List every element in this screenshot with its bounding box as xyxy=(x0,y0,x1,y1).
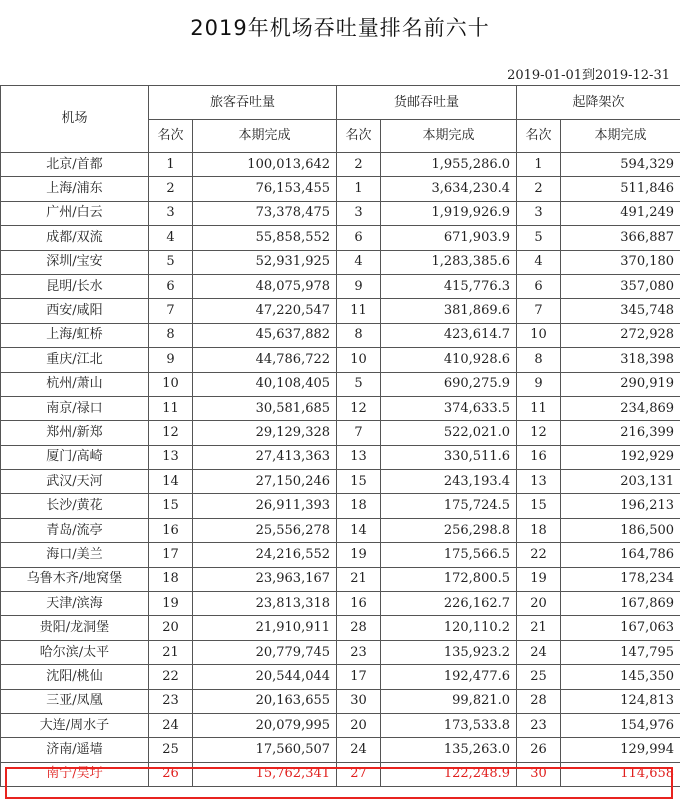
flights-value-cell: 178,234 xyxy=(561,567,680,591)
passenger-value-cell: 73,378,475 xyxy=(193,201,337,225)
table-row xyxy=(1,299,680,323)
airport-cell: 深圳/宝安 xyxy=(1,250,149,274)
cargo-rank-cell: 18 xyxy=(337,494,381,518)
header-flights-value: 本期完成 xyxy=(561,120,680,153)
flights-value-cell: 196,213 xyxy=(561,494,680,518)
cargo-rank-cell: 16 xyxy=(337,592,381,616)
cargo-value-cell: 120,110.2 xyxy=(381,616,517,640)
passenger-value-cell: 30,581,685 xyxy=(193,396,337,420)
cargo-rank-cell: 21 xyxy=(337,567,381,591)
cargo-rank-cell: 3 xyxy=(337,201,381,225)
cargo-rank-cell: 30 xyxy=(337,689,381,713)
passenger-rank-cell: 11 xyxy=(149,396,193,420)
cargo-rank-cell: 23 xyxy=(337,640,381,664)
passenger-value-cell: 20,079,995 xyxy=(193,713,337,737)
passenger-rank-cell: 22 xyxy=(149,665,193,689)
cargo-rank-cell: 10 xyxy=(337,348,381,372)
passenger-value-cell: 100,013,642 xyxy=(193,153,337,177)
flights-rank-cell: 12 xyxy=(517,421,561,445)
table-row xyxy=(1,713,680,737)
cargo-value-cell: 330,511.6 xyxy=(381,445,517,469)
cargo-rank-cell: 19 xyxy=(337,543,381,567)
flights-value-cell: 167,869 xyxy=(561,592,680,616)
passenger-rank-cell: 18 xyxy=(149,567,193,591)
flights-rank-cell: 22 xyxy=(517,543,561,567)
passenger-rank-cell: 6 xyxy=(149,274,193,298)
table-row xyxy=(1,640,680,664)
cargo-rank-cell: 20 xyxy=(337,713,381,737)
flights-value-cell: 145,350 xyxy=(561,665,680,689)
table-row xyxy=(1,445,680,469)
cargo-value-cell: 99,821.0 xyxy=(381,689,517,713)
passenger-rank-cell: 1 xyxy=(149,153,193,177)
table-row xyxy=(1,518,680,542)
cargo-rank-cell: 8 xyxy=(337,323,381,347)
flights-rank-cell: 28 xyxy=(517,689,561,713)
airport-cell: 大连/周水子 xyxy=(1,713,149,737)
cargo-rank-cell: 1 xyxy=(337,177,381,201)
flights-value-cell: 345,748 xyxy=(561,299,680,323)
cargo-value-cell: 256,298.8 xyxy=(381,518,517,542)
passenger-rank-cell: 13 xyxy=(149,445,193,469)
passenger-value-cell: 24,216,552 xyxy=(193,543,337,567)
flights-rank-cell: 21 xyxy=(517,616,561,640)
passenger-value-cell: 23,963,167 xyxy=(193,567,337,591)
airport-cell: 青岛/流亭 xyxy=(1,518,149,542)
header-cargo-rank: 名次 xyxy=(337,120,381,153)
cargo-value-cell: 135,923.2 xyxy=(381,640,517,664)
cargo-rank-cell: 9 xyxy=(337,274,381,298)
cargo-rank-cell: 27 xyxy=(337,762,381,786)
airport-cell: 沈阳/桃仙 xyxy=(1,665,149,689)
passenger-rank-cell: 3 xyxy=(149,201,193,225)
header-passenger-value: 本期完成 xyxy=(193,120,337,153)
airport-cell: 南京/禄口 xyxy=(1,396,149,420)
table-row xyxy=(1,226,680,250)
cargo-rank-cell: 7 xyxy=(337,421,381,445)
table-row xyxy=(1,372,680,396)
flights-rank-cell: 23 xyxy=(517,713,561,737)
cargo-value-cell: 415,776.3 xyxy=(381,274,517,298)
airport-cell: 重庆/江北 xyxy=(1,348,149,372)
table-row xyxy=(1,274,680,298)
airport-cell: 贵阳/龙洞堡 xyxy=(1,616,149,640)
passenger-value-cell: 27,413,363 xyxy=(193,445,337,469)
passenger-value-cell: 48,075,978 xyxy=(193,274,337,298)
passenger-rank-cell: 4 xyxy=(149,226,193,250)
flights-rank-cell: 8 xyxy=(517,348,561,372)
passenger-rank-cell: 17 xyxy=(149,543,193,567)
airport-cell: 南宁/吴圩 xyxy=(1,762,149,786)
flights-value-cell: 357,080 xyxy=(561,274,680,298)
passenger-rank-cell: 12 xyxy=(149,421,193,445)
cargo-value-cell: 1,283,385.6 xyxy=(381,250,517,274)
passenger-value-cell: 76,153,455 xyxy=(193,177,337,201)
cargo-rank-cell: 4 xyxy=(337,250,381,274)
flights-value-cell: 186,500 xyxy=(561,518,680,542)
flights-value-cell: 192,929 xyxy=(561,445,680,469)
flights-value-cell: 124,813 xyxy=(561,689,680,713)
date-range: 2019-01-01到2019-12-31 xyxy=(507,68,670,83)
flights-rank-cell: 30 xyxy=(517,762,561,786)
passenger-value-cell: 17,560,507 xyxy=(193,738,337,762)
flights-value-cell: 167,063 xyxy=(561,616,680,640)
flights-value-cell: 318,398 xyxy=(561,348,680,372)
cargo-value-cell: 3,634,230.4 xyxy=(381,177,517,201)
flights-value-cell: 491,249 xyxy=(561,201,680,225)
table-row xyxy=(1,323,680,347)
header-flights: 起降架次 xyxy=(517,86,680,120)
cargo-value-cell: 690,275.9 xyxy=(381,372,517,396)
airport-cell: 上海/浦东 xyxy=(1,177,149,201)
table-row xyxy=(1,470,680,494)
table-row xyxy=(1,567,680,591)
flights-value-cell: 370,180 xyxy=(561,250,680,274)
flights-value-cell: 216,399 xyxy=(561,421,680,445)
cargo-rank-cell: 28 xyxy=(337,616,381,640)
passenger-rank-cell: 7 xyxy=(149,299,193,323)
cargo-value-cell: 1,919,926.9 xyxy=(381,201,517,225)
flights-value-cell: 272,928 xyxy=(561,323,680,347)
flights-rank-cell: 5 xyxy=(517,226,561,250)
flights-value-cell: 164,786 xyxy=(561,543,680,567)
cargo-value-cell: 175,724.5 xyxy=(381,494,517,518)
table-row xyxy=(1,348,680,372)
passenger-value-cell: 45,637,882 xyxy=(193,323,337,347)
cargo-rank-cell: 13 xyxy=(337,445,381,469)
airport-cell: 昆明/长水 xyxy=(1,274,149,298)
passenger-value-cell: 55,858,552 xyxy=(193,226,337,250)
cargo-value-cell: 522,021.0 xyxy=(381,421,517,445)
airport-cell: 上海/虹桥 xyxy=(1,323,149,347)
passenger-rank-cell: 10 xyxy=(149,372,193,396)
table-row xyxy=(1,543,680,567)
cargo-rank-cell: 14 xyxy=(337,518,381,542)
passenger-rank-cell: 15 xyxy=(149,494,193,518)
cargo-value-cell: 135,263.0 xyxy=(381,738,517,762)
flights-rank-cell: 3 xyxy=(517,201,561,225)
flights-value-cell: 154,976 xyxy=(561,713,680,737)
cargo-value-cell: 173,533.8 xyxy=(381,713,517,737)
airport-cell: 成都/双流 xyxy=(1,226,149,250)
header-airport: 机场 xyxy=(1,86,149,153)
flights-rank-cell: 10 xyxy=(517,323,561,347)
flights-rank-cell: 18 xyxy=(517,518,561,542)
cargo-rank-cell: 12 xyxy=(337,396,381,420)
header-cargo: 货邮吞吐量 xyxy=(337,86,517,120)
flights-rank-cell: 25 xyxy=(517,665,561,689)
table-row xyxy=(1,494,680,518)
flights-rank-cell: 13 xyxy=(517,470,561,494)
cargo-rank-cell: 24 xyxy=(337,738,381,762)
passenger-rank-cell: 21 xyxy=(149,640,193,664)
passenger-rank-cell: 20 xyxy=(149,616,193,640)
passenger-value-cell: 21,910,911 xyxy=(193,616,337,640)
table-row xyxy=(1,762,680,786)
cargo-value-cell: 381,869.6 xyxy=(381,299,517,323)
passenger-rank-cell: 8 xyxy=(149,323,193,347)
flights-rank-cell: 16 xyxy=(517,445,561,469)
cargo-value-cell: 423,614.7 xyxy=(381,323,517,347)
flights-value-cell: 129,994 xyxy=(561,738,680,762)
flights-rank-cell: 1 xyxy=(517,153,561,177)
cargo-rank-cell: 6 xyxy=(337,226,381,250)
airport-cell: 济南/遥墙 xyxy=(1,738,149,762)
header-cargo-value: 本期完成 xyxy=(381,120,517,153)
flights-rank-cell: 15 xyxy=(517,494,561,518)
table-row xyxy=(1,616,680,640)
header-passenger: 旅客吞吐量 xyxy=(149,86,337,120)
flights-rank-cell: 20 xyxy=(517,592,561,616)
flights-value-cell: 366,887 xyxy=(561,226,680,250)
flights-value-cell: 203,131 xyxy=(561,470,680,494)
flights-rank-cell: 24 xyxy=(517,640,561,664)
table-row xyxy=(1,665,680,689)
table-row xyxy=(1,421,680,445)
passenger-value-cell: 23,813,318 xyxy=(193,592,337,616)
cargo-value-cell: 122,248.9 xyxy=(381,762,517,786)
passenger-value-cell: 20,544,044 xyxy=(193,665,337,689)
flights-rank-cell: 7 xyxy=(517,299,561,323)
airport-cell: 北京/首都 xyxy=(1,153,149,177)
flights-rank-cell: 9 xyxy=(517,372,561,396)
table-row xyxy=(1,153,680,177)
flights-value-cell: 114,658 xyxy=(561,762,680,786)
passenger-rank-cell: 25 xyxy=(149,738,193,762)
table-row xyxy=(1,689,680,713)
cargo-value-cell: 671,903.9 xyxy=(381,226,517,250)
airport-cell: 西安/咸阳 xyxy=(1,299,149,323)
airport-cell: 哈尔滨/太平 xyxy=(1,640,149,664)
passenger-value-cell: 44,786,722 xyxy=(193,348,337,372)
passenger-rank-cell: 26 xyxy=(149,762,193,786)
cargo-rank-cell: 11 xyxy=(337,299,381,323)
passenger-rank-cell: 24 xyxy=(149,713,193,737)
flights-rank-cell: 2 xyxy=(517,177,561,201)
passenger-rank-cell: 19 xyxy=(149,592,193,616)
table-row xyxy=(1,738,680,762)
table-row xyxy=(1,396,680,420)
passenger-value-cell: 15,762,341 xyxy=(193,762,337,786)
cargo-rank-cell: 17 xyxy=(337,665,381,689)
passenger-value-cell: 47,220,547 xyxy=(193,299,337,323)
cargo-rank-cell: 2 xyxy=(337,153,381,177)
passenger-rank-cell: 16 xyxy=(149,518,193,542)
cargo-value-cell: 374,633.5 xyxy=(381,396,517,420)
table-row xyxy=(1,177,680,201)
passenger-value-cell: 29,129,328 xyxy=(193,421,337,445)
passenger-value-cell: 25,556,278 xyxy=(193,518,337,542)
flights-value-cell: 147,795 xyxy=(561,640,680,664)
airport-cell: 天津/滨海 xyxy=(1,592,149,616)
flights-rank-cell: 4 xyxy=(517,250,561,274)
passenger-rank-cell: 5 xyxy=(149,250,193,274)
airport-cell: 乌鲁木齐/地窝堡 xyxy=(1,567,149,591)
cargo-value-cell: 226,162.7 xyxy=(381,592,517,616)
airport-cell: 郑州/新郑 xyxy=(1,421,149,445)
passenger-value-cell: 40,108,405 xyxy=(193,372,337,396)
page-title: 2019年机场吞吐量排名前六十 xyxy=(190,16,490,40)
passenger-value-cell: 27,150,246 xyxy=(193,470,337,494)
cargo-value-cell: 172,800.5 xyxy=(381,567,517,591)
passenger-rank-cell: 9 xyxy=(149,348,193,372)
header-flights-rank: 名次 xyxy=(517,120,561,153)
cargo-rank-cell: 5 xyxy=(337,372,381,396)
cargo-rank-cell: 15 xyxy=(337,470,381,494)
passenger-value-cell: 26,911,393 xyxy=(193,494,337,518)
cargo-value-cell: 175,566.5 xyxy=(381,543,517,567)
table-row xyxy=(1,201,680,225)
cargo-value-cell: 1,955,286.0 xyxy=(381,153,517,177)
flights-value-cell: 234,869 xyxy=(561,396,680,420)
flights-value-cell: 511,846 xyxy=(561,177,680,201)
header-passenger-rank: 名次 xyxy=(149,120,193,153)
airport-cell: 三亚/凤凰 xyxy=(1,689,149,713)
flights-rank-cell: 11 xyxy=(517,396,561,420)
passenger-rank-cell: 2 xyxy=(149,177,193,201)
passenger-value-cell: 52,931,925 xyxy=(193,250,337,274)
cargo-value-cell: 192,477.6 xyxy=(381,665,517,689)
table-row xyxy=(1,250,680,274)
flights-value-cell: 594,329 xyxy=(561,153,680,177)
ranking-table xyxy=(0,85,680,787)
flights-value-cell: 290,919 xyxy=(561,372,680,396)
flights-rank-cell: 6 xyxy=(517,274,561,298)
airport-cell: 武汉/天河 xyxy=(1,470,149,494)
flights-rank-cell: 26 xyxy=(517,738,561,762)
flights-rank-cell: 19 xyxy=(517,567,561,591)
airport-cell: 广州/白云 xyxy=(1,201,149,225)
passenger-value-cell: 20,779,745 xyxy=(193,640,337,664)
table-row xyxy=(1,592,680,616)
passenger-rank-cell: 23 xyxy=(149,689,193,713)
cargo-value-cell: 243,193.4 xyxy=(381,470,517,494)
passenger-rank-cell: 14 xyxy=(149,470,193,494)
passenger-value-cell: 20,163,655 xyxy=(193,689,337,713)
airport-cell: 杭州/萧山 xyxy=(1,372,149,396)
airport-cell: 长沙/黄花 xyxy=(1,494,149,518)
cargo-value-cell: 410,928.6 xyxy=(381,348,517,372)
airport-cell: 海口/美兰 xyxy=(1,543,149,567)
airport-cell: 厦门/高崎 xyxy=(1,445,149,469)
